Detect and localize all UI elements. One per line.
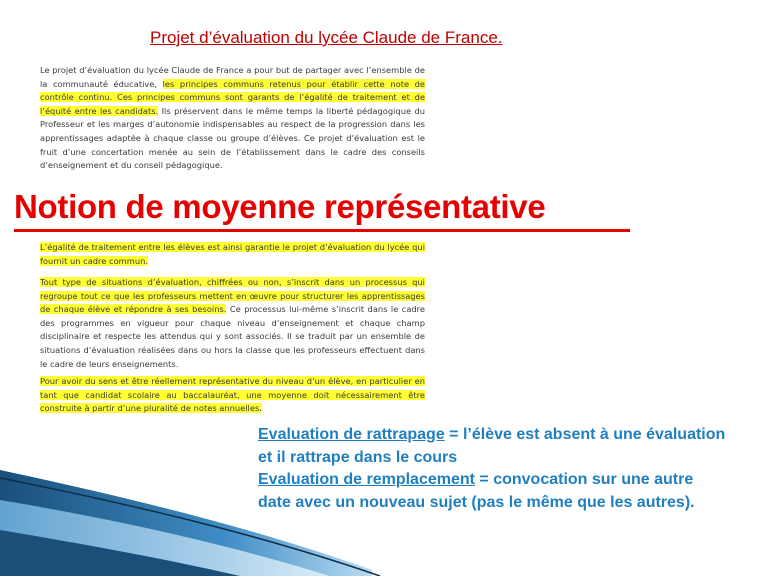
- def-remplacement: = convocation sur une autre date avec un nouveau sujet (pas le même que les autres).: [258, 471, 695, 511]
- page-title: Projet d’évaluation du lycée Claude de France.: [150, 28, 503, 47]
- paragraph-1-highlight: L’égalité de traitement entre les élèves est ainsi garantie le projet d’évaluation du lycée qui fournit un cadre commun.: [40, 242, 425, 266]
- intro-text-start: Le projet d’évaluation du lycée Claude de France a pour but de partager avec l’ensemble de la communauté éducative,: [40, 65, 425, 89]
- intro-paragraph: [40, 64, 425, 173]
- section-paragraph-2: [40, 276, 425, 371]
- paragraph-2-text: Ce processus lui-même s’inscrit dans le cadre des programmes en vigueur pour chaque niveau d’enseignement et chaque champ disciplinaire et respecte les attendus qui y sont associés. Il se traduit par un ensemble de situations d’évaluation réalisées dans ou hors la classe que les professeurs effectuent dans le cadre de leurs enseignements.: [40, 304, 426, 369]
- term-remplacement: Evaluation de remplacement: [258, 471, 475, 489]
- paragraph-2-highlight: Tout type de situations d’évaluation, chiffrées ou non, s’inscrit dans un processus qui regroupe tout ce que les professeurs mettent en œuvre pour structurer les apprentissages de chaque élève et répondre à ses besoins.: [40, 277, 425, 315]
- section-paragraph-1: [40, 241, 425, 268]
- term-rattrapage: Evaluation de rattrapage: [258, 426, 445, 443]
- def-rattrapage: = l’élève est absent à une évaluation et il rattrape dans le cours: [258, 426, 726, 466]
- section-heading: Notion de moyenne représentative: [14, 188, 546, 225]
- section-paragraph-3: [40, 375, 425, 416]
- paragraph-3-highlight: Pour avoir du sens et être réellement représentative du niveau d’un élève, en particulier en tant que candidat scolaire au baccalauréat, une moyenne doit nécessairement être construite à partir d’une pluralité de notes annuelles.: [40, 376, 425, 414]
- definitions-block: [258, 424, 728, 514]
- definition-rattrapage: [258, 424, 728, 469]
- intro-text-end: Ils préservent dans le même temps la liberté pédagogique du Professeur et les marges d’autonomie indispensables au respect de la progression dans les apprentissages adaptée à chaque classe ou groupe d’élèves. Ce projet d’évaluation est le fruit d’une concertation menée au sein de l’établissement dans le cadre des conseils d’enseignement et du conseil pédagogique.: [40, 105, 425, 171]
- heading-underline: [14, 229, 630, 232]
- intro-highlight: les principes communs retenus pour établir cette note de contrôle continu. Ces principes communs sont garants de l’égalité de traitement et de l’équité entre les candidats.: [40, 78, 426, 116]
- definition-remplacement: [258, 469, 728, 514]
